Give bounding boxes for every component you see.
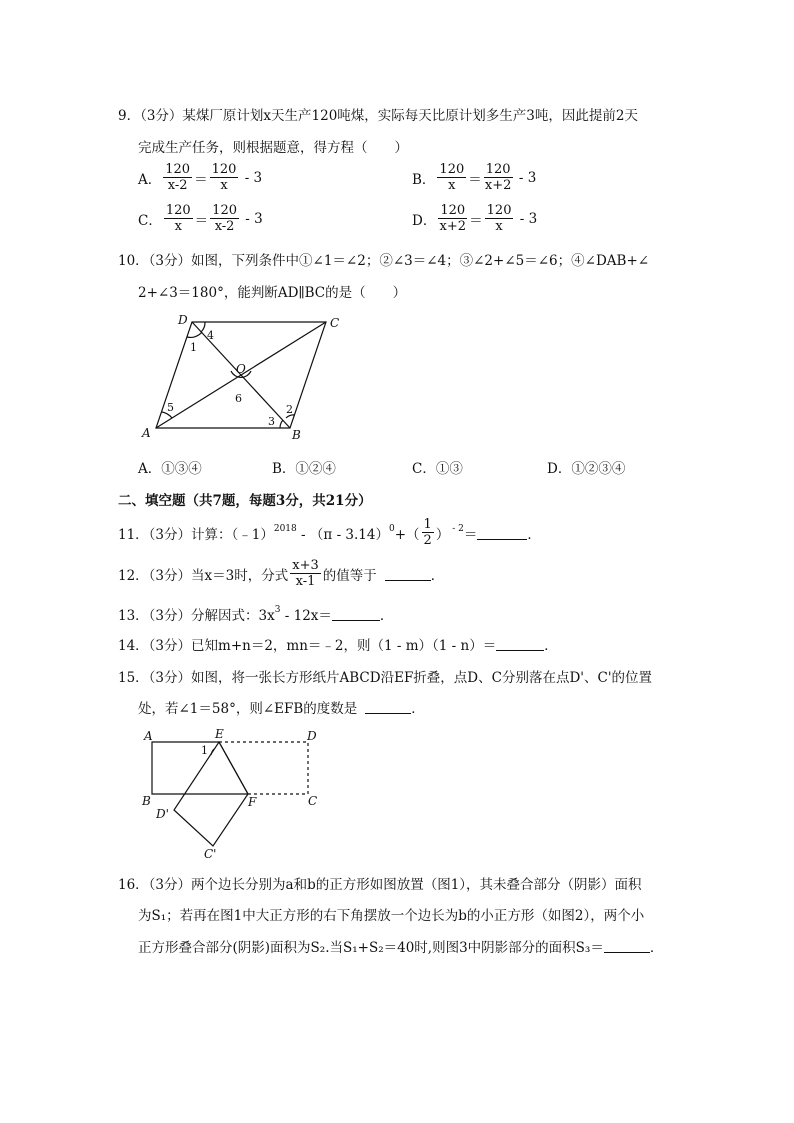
- q9-option-c[interactable]: C． $\frac{120}{x}$ ＝ $\frac{120}{x-2}$ - 3: [138, 203, 263, 234]
- answer-blank[interactable]: [385, 567, 431, 581]
- point-label-c: C: [330, 316, 340, 330]
- option-label: B．: [412, 171, 436, 188]
- q15-folding-figure: [138, 724, 338, 864]
- rectangle-right-dashed: [219, 742, 308, 794]
- q11: 11．（3分）计算：（﹣1） $^{2018}$ - （π - 3.14） $^0$ +（ $\frac{1}{2}$ ） $^{- 2}$ ＝ ．: [118, 517, 541, 548]
- angle-arc-1: [187, 332, 202, 337]
- angle-arc-3: [280, 420, 283, 428]
- q12: 12．（3分）当x＝3时，分式 $\frac{x+3}{x-1}$ 的值等于 ．: [118, 558, 445, 589]
- angle-label-1: 1: [190, 341, 197, 354]
- answer-blank[interactable]: [604, 939, 650, 953]
- point-label-o: O: [236, 362, 246, 376]
- q16-line3: 正方形叠合部分(阴影)面积为S₂.当S₁+S₂＝40时,则图3中阴影部分的面积S₃＝ ．: [138, 940, 664, 956]
- q15-line2: 处，若∠1＝58°，则∠EFB的度数是 ．: [138, 701, 425, 717]
- fraction: $\frac{120}{x}$: [439, 162, 465, 193]
- q14: 14．（3分）已知m+n＝2，mn＝﹣2，则（1 - m）（1 - n）＝ ．: [118, 638, 558, 654]
- point-label-e: E: [215, 727, 224, 741]
- q9-line1: 9．（3分）某煤厂原计划x天生产120吨煤，实际每天比原计划多生产3吨，因此提前2天: [118, 108, 638, 124]
- q10-option-a[interactable]: A．①③④: [138, 461, 202, 477]
- q10-option-d[interactable]: D．①②③④: [547, 461, 626, 477]
- q13: 13．（3分）分解因式：3x $^3$ - 12x＝ ．: [118, 605, 394, 624]
- fraction: $\frac{120}{x+2}$: [439, 203, 466, 234]
- angle-label-1: 1: [201, 744, 208, 757]
- fraction: $\frac{120}{x}$: [165, 203, 191, 234]
- fraction: $\frac{120}{x}$: [211, 162, 237, 193]
- answer-blank[interactable]: [496, 637, 544, 651]
- option-label: A．: [138, 171, 162, 188]
- fraction: $\frac{x+3}{x-1}$: [292, 558, 319, 589]
- option-label: C．: [138, 212, 162, 229]
- answer-blank[interactable]: [332, 607, 380, 621]
- fraction-one-half: $\frac{1}{2}$: [423, 517, 432, 548]
- q9-option-b[interactable]: B． $\frac{120}{x}$ ＝ $\frac{120}{x+2}$ - 3: [412, 162, 537, 193]
- answer-blank[interactable]: [477, 526, 527, 540]
- angle-label-6: 6: [235, 392, 242, 405]
- fraction: $\frac{120}{x+2}$: [484, 162, 512, 193]
- option-label: D．: [412, 212, 437, 229]
- q16-line1: 16．（3分）两个边长分别为a和b的正方形如图放置（图1），其未叠合部分（阴影）面积: [118, 877, 642, 893]
- point-label-a: A: [144, 729, 153, 743]
- point-label-f: F: [248, 795, 257, 809]
- fraction: $\frac{120}{x-2}$: [165, 162, 191, 193]
- q15-line1: 15．（3分）如图，将一张长方形纸片ABCD沿EF折叠，点D、C分别落在点D'、C'的位置: [118, 670, 653, 686]
- point-label-d: D: [307, 729, 317, 743]
- section-heading-fill-in: 二、填空题（共7题，每题3分，共21分）: [118, 493, 372, 509]
- q10-parallelogram-figure: [130, 305, 360, 445]
- angle-arc-4: [201, 322, 205, 332]
- q10-line2: 2+∠3＝180°，能判断AD∥BC的是（ ）: [138, 285, 407, 301]
- point-label-d: D: [178, 313, 188, 327]
- q10-line1: 10．（3分）如图，下列条件中①∠1＝∠2；②∠3＝∠4；③∠2+∠5＝∠6；④∠DAB+∠: [118, 253, 650, 269]
- point-label-a: A: [142, 426, 151, 440]
- q10-option-b[interactable]: B．①②④: [272, 461, 336, 477]
- angle-arc-1: [211, 749, 214, 755]
- q9-line2: 完成生产任务，则根据题意，得方程（ ）: [138, 140, 408, 156]
- q10-option-c[interactable]: C．①③: [412, 461, 463, 477]
- point-label-c: C: [308, 794, 318, 808]
- point-label-b: B: [292, 428, 301, 442]
- fraction: $\frac{120}{x}$: [486, 203, 512, 234]
- fraction: $\frac{120}{x-2}$: [212, 203, 237, 234]
- angle-label-3: 3: [268, 415, 275, 428]
- angle-label-2: 2: [286, 403, 293, 416]
- q16-line2: 为S₁；若再在图1中大正方形的右下角摆放一个边长为b的小正方形（如图2），两个小: [138, 908, 645, 924]
- q9-option-a[interactable]: A． $\frac{120}{x-2}$ ＝ $\frac{120}{x}$ - 3: [138, 162, 263, 193]
- point-label-b: B: [142, 794, 151, 808]
- angle-label-5: 5: [167, 401, 174, 414]
- point-label-d-prime: D': [156, 807, 169, 821]
- q9-option-d[interactable]: D． $\frac{120}{x+2}$ ＝ $\frac{120}{x}$ - 3: [412, 203, 538, 234]
- answer-blank[interactable]: [365, 700, 411, 714]
- point-label-c-prime: C': [204, 847, 217, 861]
- angle-label-4: 4: [207, 329, 214, 342]
